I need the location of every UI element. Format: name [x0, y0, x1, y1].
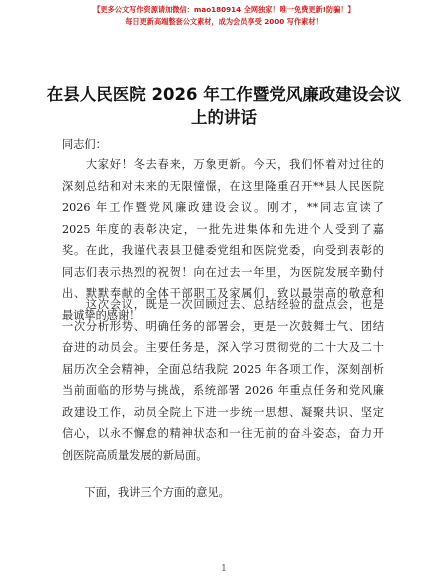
paragraph-line: 一次分析形势、明确任务的部署会，更是一次鼓舞士气、团结	[62, 319, 384, 333]
paragraph-line: 同志们表示热烈的祝贺！向在过去一年里，为医院发展辛勤付	[62, 265, 384, 279]
paragraph-line: 深刻总结和对未来的无限憧憬，在这里隆重召开**县人民医院	[62, 179, 384, 193]
document-title-line-1: 在县人民医院 2026 年工作暨党风廉政建设会议	[46, 85, 402, 104]
document-title-line-2: 上的讲话	[191, 108, 257, 127]
paragraph-line: 信心，以永不懈怠的精神状态和一往无前的奋斗姿态，奋力开	[62, 427, 384, 440]
paragraph-line: 大家好！冬去春来，万象更新。今天，我们怀着对过往的	[62, 158, 384, 171]
paragraph-line: 当前面临的形势与挑战，系统部署 2026 年重点任务和党风廉	[62, 384, 384, 397]
paragraph-line: 奋进的动员会。主要任务是，深入学习贯彻党的二十大及二十	[62, 341, 384, 354]
promo-banner-line-1: 【更多公文写作资源请加微信：mao180914 全网独家！唯一免费更新!防骗！】	[93, 5, 355, 14]
promo-banner	[0, 4, 448, 28]
page-number: 1	[221, 564, 227, 574]
paragraph-line: 2025 年度的表彰决定，一批先进集体和先进个人受到了嘉	[62, 222, 384, 236]
paragraph-line: 出、默默奉献的全体干部职工及家属们，致以最崇高的敬意和	[62, 287, 384, 300]
paragraph-line: 最诚挚的感谢！	[62, 308, 141, 322]
salutation: 同志们：	[62, 138, 107, 151]
paragraph-line: 下面，我讲三个方面的意见。	[62, 486, 230, 499]
paragraph-line: 奖。在此，我谨代表县卫健委党组和医院党委，向受到表彰的	[62, 244, 384, 257]
promo-banner-line-2: 每日更新高端整套公文素材，成为会员享受 2000 写作素材！	[125, 17, 323, 26]
paragraph-line: 这次会议，既是一次回顾过去、总结经验的盘点会，也是	[62, 298, 384, 311]
paragraph-line: 届历次全会精神，全面总结我院 2025 年各项工作，深刻剖析	[62, 362, 384, 376]
paragraph-line: 2026 年工作暨党风廉政建设会议。刚才，**同志宣读了	[62, 201, 384, 214]
document-title	[40, 83, 408, 129]
paragraph-3	[62, 482, 384, 504]
paragraph-2	[62, 294, 384, 466]
paragraph-line: 创医院高质量发展的新局面。	[62, 448, 208, 462]
paragraph-line: 政建设工作，动员全院上下进一步统一思想、凝聚共识、坚定	[62, 405, 384, 419]
